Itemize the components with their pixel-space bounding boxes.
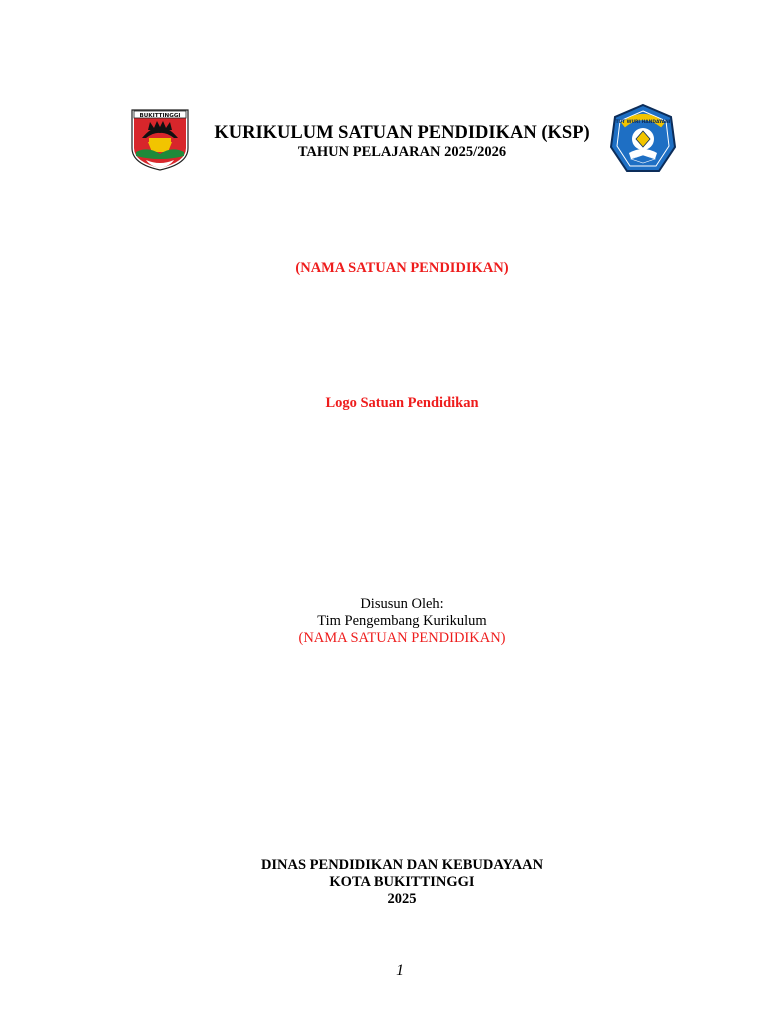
compiled-by-school: (NAMA SATUAN PENDIDIKAN) (298, 630, 506, 646)
footer-agency: DINAS PENDIDIKAN DAN KEBUDAYAAN (260, 857, 544, 873)
page-number: 1 (396, 962, 404, 979)
compiled-by-team: Tim Pengembang Kurikulum (317, 613, 487, 629)
document-title: KURIKULUM SATUAN PENDIDIKAN (KSP) (214, 123, 590, 143)
svg-text:BUKITTINGGI: BUKITTINGGI (139, 113, 181, 119)
footer-year: 2025 (387, 891, 417, 907)
bukittinggi-crest-logo (130, 108, 190, 172)
document-header (200, 123, 604, 161)
school-name-placeholder: (NAMA SATUAN PENDIDIKAN) (295, 260, 509, 276)
footer-city: KOTA BUKITTINGGI (329, 874, 475, 890)
tut-wuri-handayani-logo (609, 103, 677, 177)
school-logo-placeholder: Logo Satuan Pendidikan (325, 395, 479, 411)
academic-year: TAHUN PELAJARAN 2025/2026 (297, 144, 507, 160)
compiled-by-label: Disusun Oleh: (360, 596, 444, 612)
svg-text:TUT WURI HANDAYANI: TUT WURI HANDAYANI (615, 120, 671, 125)
